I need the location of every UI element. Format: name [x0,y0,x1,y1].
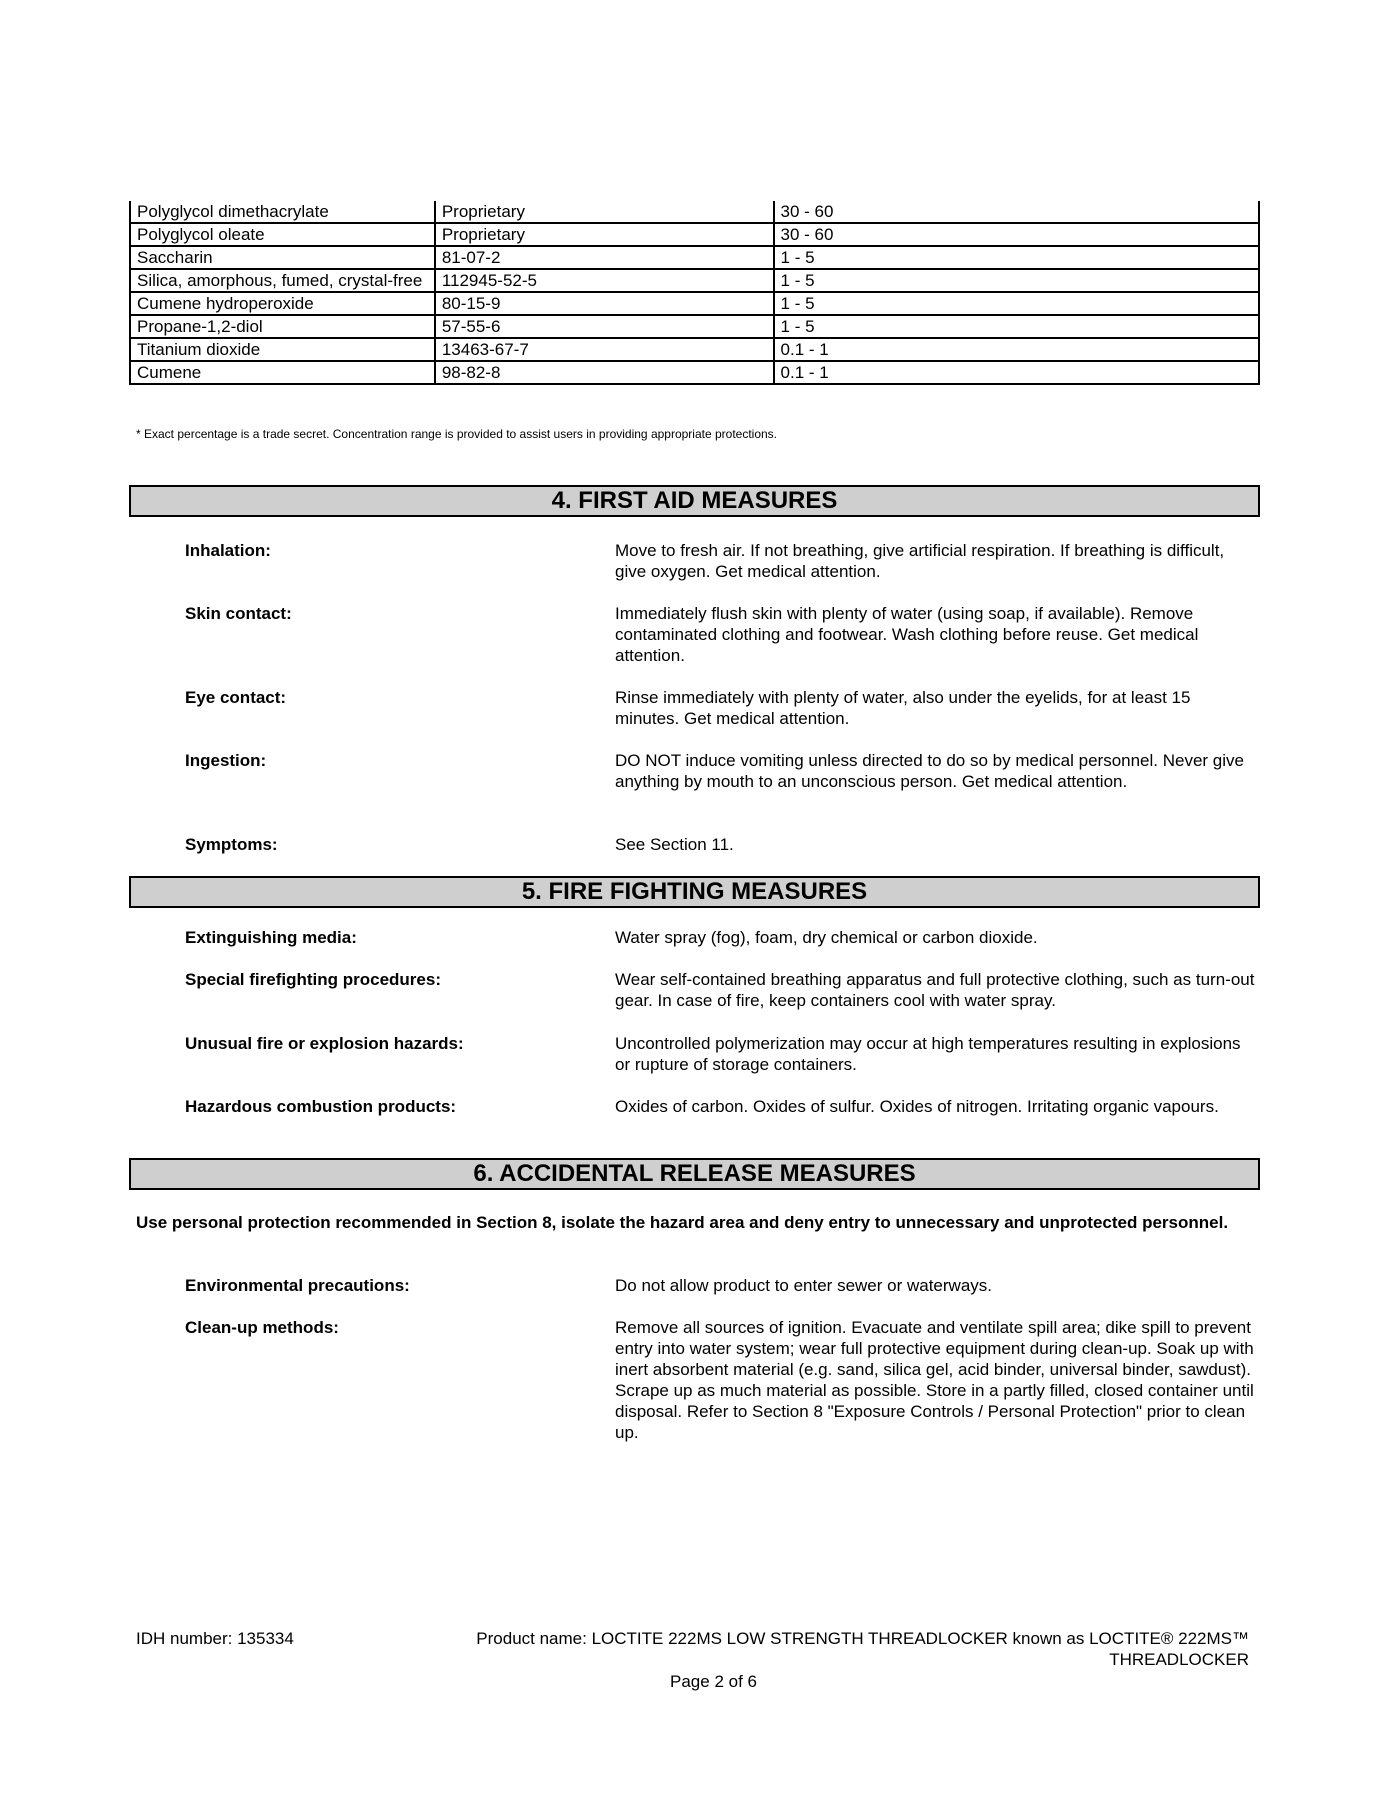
inhalation-value: Move to fresh air. If not breathing, give artificial respiration. If breathing is difficult, give oxygen. Get medical attention. [615,541,1225,581]
symptoms-label: Symptoms: [185,835,278,854]
component-name: Polyglycol oleate [130,223,435,246]
unusual-hazards-label: Unusual fire or explosion hazards: [185,1034,464,1053]
component-name: Cumene hydroperoxide [130,292,435,315]
table-row [130,315,1259,338]
table-row [130,338,1259,361]
table-row [130,223,1259,246]
cleanup-value: Remove all sources of ignition. Evacuate and ventilate spill area; dike spill to prevent entry into water system; wear full protective equipment during clean-up. Soak up with inert absorbent material (e.g. sand, silica gel, acid binder, universal binder, sawdust). Scrape up as much material as possible. Store in a partly filled, closed container until disposal. Refer to Section 8 "Exposure Controls / Personal Protection" prior to clean up. [615,1318,1254,1442]
footer-product-line1: Product name: LOCTITE 222MS LOW STRENGTH THREADLOCKER known as LOCTITE® 222MS™ [476,1629,1249,1648]
eye-contact-label: Eye contact: [185,688,287,707]
environmental-value: Do not allow product to enter sewer or waterways. [615,1276,993,1295]
section-5-header: 5. FIRE FIGHTING MEASURES [129,876,1260,908]
table-row [130,246,1259,269]
cas-number: 112945-52-5 [435,269,774,292]
skin-contact-value: Immediately flush skin with plenty of water (using soap, if available). Remove contaminated clothing and footwear. Wash clothing before reuse. Get medical attention. [615,604,1199,665]
percentage: 0.1 - 1 [774,361,1259,384]
component-name: Polyglycol dimethacrylate [130,201,435,223]
symptoms-value: See Section 11. [615,835,734,854]
combustion-products-label: Hazardous combustion products: [185,1097,457,1116]
combustion-products-value: Oxides of carbon. Oxides of sulfur. Oxides of nitrogen. Irritating organic vapours. [615,1097,1219,1116]
table-row [130,269,1259,292]
special-procedures-label: Special firefighting procedures: [185,970,441,989]
environmental-label: Environmental precautions: [185,1276,410,1295]
ingestion-value: DO NOT induce vomiting unless directed to do so by medical personnel. Never give anything by mouth to an unconscious person. Get medical attention. [615,751,1244,791]
unusual-hazards-value: Uncontrolled polymerization may occur at high temperatures resulting in explosions or rupture of storage containers. [615,1034,1241,1074]
footer-page-number: Page 2 of 6 [670,1672,757,1691]
cas-number: Proprietary [435,223,774,246]
table-row [130,361,1259,384]
cas-number: 80-15-9 [435,292,774,315]
percentage: 30 - 60 [774,201,1259,223]
component-name: Saccharin [130,246,435,269]
skin-contact-label: Skin contact: [185,604,292,623]
percentage: 1 - 5 [774,315,1259,338]
extinguishing-label: Extinguishing media: [185,928,357,947]
cas-number: 57-55-6 [435,315,774,338]
ingestion-label: Ingestion: [185,751,267,770]
percentage: 30 - 60 [774,223,1259,246]
cas-number: 81-07-2 [435,246,774,269]
composition-table [129,201,1260,385]
footer-product-line2: THREADLOCKER [1109,1650,1249,1669]
section-4-header: 4. FIRST AID MEASURES [129,485,1260,517]
percentage: 1 - 5 [774,269,1259,292]
percentage: 1 - 5 [774,292,1259,315]
section-6-header: 6. ACCIDENTAL RELEASE MEASURES [129,1158,1260,1190]
table-row [130,292,1259,315]
footer-product-name [409,1628,1249,1670]
cleanup-label: Clean-up methods: [185,1318,339,1337]
table-row [130,201,1259,223]
percentage: 1 - 5 [774,246,1259,269]
component-name: Cumene [130,361,435,384]
percentage: 0.1 - 1 [774,338,1259,361]
extinguishing-value: Water spray (fog), foam, dry chemical or carbon dioxide. [615,928,1038,947]
special-procedures-value: Wear self-contained breathing apparatus and full protective clothing, such as turn-out gear. In case of fire, keep containers cool with water spray. [615,970,1255,1010]
component-name: Propane-1,2-diol [130,315,435,338]
cas-number: 13463-67-7 [435,338,774,361]
cas-number: 98-82-8 [435,361,774,384]
footnote: * Exact percentage is a trade secret. Concentration range is provided to assist users in providing appropriate protections. [136,427,778,441]
eye-contact-value: Rinse immediately with plenty of water, also under the eyelids, for at least 15 minutes. Get medical attention. [615,688,1191,728]
section-6-intro: Use personal protection recommended in Section 8, isolate the hazard area and deny entry to unnecessary and unprotected personnel. [136,1213,1229,1232]
component-name: Silica, amorphous, fumed, crystal-free [130,269,435,292]
cas-number: Proprietary [435,201,774,223]
component-name: Titanium dioxide [130,338,435,361]
footer-idh: IDH number: 135334 [136,1629,294,1648]
inhalation-label: Inhalation: [185,541,271,560]
